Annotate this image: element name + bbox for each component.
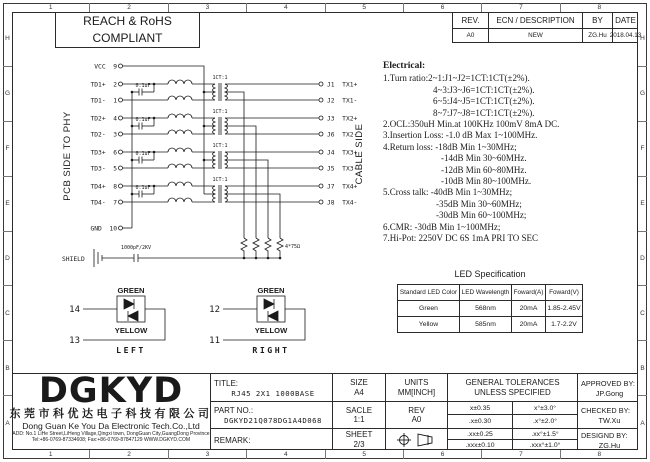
led-right-top-pin: 12	[209, 305, 220, 315]
led-left-position-label: LEFT	[116, 345, 146, 355]
led-spec-header: LED Wavelength	[459, 284, 511, 301]
rev-header: REV.	[452, 12, 488, 28]
choke	[168, 80, 192, 84]
cable-side-label: CABLE SIDE	[354, 123, 365, 185]
note-line: 6~5:J4~J5=1CT:1CT(±2%).	[433, 96, 535, 107]
led-spec-cell: 1.85-2.45V	[545, 301, 583, 317]
tolerance-header-line1: GENERAL TOLERANCES	[465, 378, 560, 387]
grid-left-letters: H G F E D C B A	[3, 12, 12, 450]
title-value: RJ45 2X1 1000BASE	[231, 388, 315, 398]
pin-label-td2n: TD2- 3	[90, 131, 117, 139]
note-line: 6.CMR: -30dB Min 1~100MHz;	[383, 221, 501, 232]
units-value: MM[INCH]	[397, 387, 436, 397]
note-line: 5.Cross talk: -40dB Min 1~30MHz;	[383, 187, 513, 198]
pin-label-td4n: TD4- 7	[90, 199, 117, 207]
pin-label-j6: J6 TX2-	[327, 131, 358, 139]
pin-label-td1p: TD1+ 2	[90, 81, 117, 89]
schematic-canvas	[28, 50, 378, 380]
pin-label-td3n: TD3- 5	[90, 165, 117, 173]
rev-value: A0	[411, 415, 422, 424]
pin-label-vcc: VCC 9	[94, 63, 117, 71]
led-right-yellow-label: YELLOW	[254, 326, 288, 335]
note-line: -12dB Min 60~80MHz.	[441, 164, 527, 175]
transformer-label: 1CT:1	[212, 143, 228, 149]
led-spec-cell: Green	[397, 301, 459, 317]
tolerance-header-cell	[447, 373, 577, 401]
note-line: -14dB Min 30~60MHz.	[441, 153, 527, 164]
pin-label-j8: J8 TX4-	[327, 199, 358, 207]
company-contact: Tel:+86-0769-87334608; Fax:+86-0769-87847129 WWW.DGKYD.COM	[31, 437, 191, 443]
led-left-green-label: GREEN	[117, 286, 145, 295]
led-spec-cell: 1.7-2.2V	[545, 317, 583, 333]
led-spec-header: Foward(A)	[511, 284, 545, 301]
note-line: 1.Turn ratio:2~1:J1~J2=1CT:1CT(±2%).	[383, 73, 530, 84]
part-no-value: DGKYD21Q078DG1A4D068	[224, 416, 322, 425]
pin-label-td4p: TD4+ 8	[90, 183, 117, 191]
title-cell	[210, 373, 332, 401]
grid-right-letters: H G F E D C B A	[638, 12, 647, 450]
grid-bottom-numbers: 1 2 3 4 5 6 7 8	[12, 450, 638, 459]
scale-value: 1:1	[353, 415, 365, 424]
designed-label: DESIGND BY:	[581, 430, 628, 440]
note-line: 3.Insertion Loss: -1.0 dB Max 1~100MHz.	[383, 130, 538, 141]
tolerance-cell: .xx°±1.5°	[512, 428, 577, 439]
tolerance-cell: .x±0.30	[447, 414, 512, 428]
cap-label: 0.1uF	[135, 151, 151, 157]
size-value: A4	[354, 387, 364, 397]
resistor-label: 4*75Ω	[285, 244, 301, 250]
led-spec-title: LED Specification	[454, 269, 526, 279]
tolerance-cell: .xxx±0.10	[447, 439, 512, 450]
note-line: 7.Hi-Pot: 2250V DC 6S 1mA PRI TO SEC	[383, 233, 539, 244]
projection-symbol-icon	[395, 432, 439, 448]
approved-label: APPROVED BY:	[581, 378, 635, 388]
pin-label-j3: J3 TX2+	[327, 115, 358, 123]
pin-label-j7: J7 TX4+	[327, 183, 358, 191]
sheet-cell	[332, 428, 385, 450]
by-value: ZG.Hu	[582, 28, 612, 43]
scale-label: SACLE	[345, 405, 373, 415]
pin-label-j1: J1 TX1+	[327, 81, 358, 89]
led-right-position-label: RIGHT	[252, 345, 290, 355]
transformer-label: 1CT:1	[212, 177, 228, 183]
note-line: -30dB Min 60~100MHz;	[436, 210, 527, 221]
size-cell	[332, 373, 385, 401]
projection-cell	[385, 428, 447, 450]
led-right-bottom-pin: 11	[209, 336, 220, 346]
compliance-line1: REACH & RoHS	[83, 13, 172, 28]
led-spec-cell: 568nm	[459, 301, 511, 317]
led-spec-cell: 20mA	[511, 317, 545, 333]
part-no-cell	[210, 401, 332, 428]
transformer-label: 1CT:1	[212, 109, 228, 115]
units-label: UNITS	[404, 378, 429, 387]
pin-label-gnd: GND 10	[90, 225, 117, 233]
designed-value: ZG.Hu	[598, 440, 621, 450]
units-cell	[385, 373, 447, 401]
approved-cell	[577, 373, 638, 401]
pin-label-td2p: TD2+ 4	[90, 115, 117, 123]
remark-cell	[210, 428, 332, 450]
note-line: -35dB Min 30~60MHz;	[436, 198, 522, 209]
sheet-label: SHEET	[345, 430, 373, 439]
part-no-label: PART NO.:	[214, 406, 254, 415]
company-name-en: Dong Guan Ke You Da Electronic Tech.Co.,Ltd	[22, 421, 200, 431]
cap-label: 0.1uF	[135, 117, 151, 123]
cap-label: 0.1uF	[135, 185, 151, 191]
electrical-notes	[383, 61, 618, 245]
pin-label-j2: J2 TX1-	[327, 97, 358, 105]
led-left-top-pin: 14	[69, 305, 80, 315]
checked-value: TW.Xu	[598, 416, 621, 425]
note-line: 4~3:J3~J6=1CT:1CT(±2%).	[433, 84, 535, 95]
note-line: 2.OCL:350uH Min.at 100KHz 100mV 8mA DC.	[383, 119, 560, 130]
rev-label: REV	[408, 405, 425, 415]
resistor	[241, 238, 247, 258]
pin-label-j5: J5 TX3-	[327, 165, 358, 173]
note-line: 8~7:J7~J8=1CT:1CT(±2%).	[433, 107, 535, 118]
led-spec-cell: 20mA	[511, 301, 545, 317]
led-left-bottom-pin: 13	[69, 336, 80, 346]
approved-value: JP.Gong	[595, 388, 624, 398]
shield-circuit	[94, 249, 280, 267]
scale-cell	[332, 401, 385, 428]
rev-value: A0	[452, 28, 488, 43]
tolerance-cell: .x°±2.0°	[512, 414, 577, 428]
cap-label: 0.1uF	[135, 83, 151, 89]
tolerance-header-line2: UNLESS SPECIFIED	[474, 387, 551, 397]
electrical-title: Electrical:	[383, 61, 426, 71]
pin-label-j4: J4 TX3+	[327, 149, 358, 157]
remark-label: REMARK:	[214, 435, 251, 445]
led-spec-header: Foward(V)	[545, 284, 583, 301]
checked-label: CHECKED BY:	[581, 406, 631, 415]
pcb-side-label: PCB SIDE TO PHY	[62, 111, 73, 201]
by-header: BY	[582, 12, 612, 28]
compliance-line2: COMPLIANT	[92, 30, 163, 45]
ecn-value: NEW	[488, 28, 582, 43]
date-value: 2018.04.13	[612, 28, 638, 43]
pin-label-td3p: TD3+ 6	[90, 149, 117, 157]
shield-cap-label: 1000pF/2KV	[120, 245, 152, 251]
compliance-box	[55, 12, 200, 48]
led-spec-header: Standard LED Color	[397, 284, 459, 301]
tolerance-cell: .xxx°±1.0°	[512, 439, 577, 450]
ecn-header: ECN / DESCRIPTION	[488, 12, 582, 28]
led-spec-cell: 585nm	[459, 317, 511, 333]
tolerance-cell: .xx±0.25	[447, 428, 512, 439]
checked-cell	[577, 401, 638, 428]
title-label: TITLE:	[214, 378, 239, 388]
grid-top-numbers: 1 2 3 4 5 6 7 8	[12, 3, 638, 12]
shield-label: SHIELD	[62, 256, 85, 263]
tolerance-cell: x±0.35	[447, 401, 512, 414]
note-line: -10dB Min 80~100MHz.	[441, 176, 532, 187]
company-name-cn: 东莞市科优达电子科技有限公司	[9, 408, 213, 420]
size-label: SIZE	[350, 378, 368, 387]
transformer-label: 1CT:1	[212, 75, 228, 81]
led-right-green-label: GREEN	[257, 286, 285, 295]
date-header: DATE	[612, 12, 638, 28]
led-left-yellow-label: YELLOW	[114, 326, 148, 335]
pin-label-td1n: TD1- 1	[90, 97, 117, 105]
tolerance-cell: x°±3.0°	[512, 401, 577, 414]
junction-dots	[131, 83, 282, 260]
note-line: 4.Return loss: -18dB Min 1~30MHz;	[383, 141, 517, 152]
led-spec-cell: Yellow	[397, 317, 459, 333]
company-logo: DGKYD	[38, 371, 184, 411]
rev-cell	[385, 401, 447, 428]
sheet-value: 2/3	[353, 439, 365, 449]
company-address: ADD: No.1 LiHe Street,LiHeng Village,Qingxi town, DongGuan City,GuangDong Province	[12, 431, 210, 437]
company-cell	[9, 371, 213, 450]
designed-cell	[577, 428, 638, 450]
